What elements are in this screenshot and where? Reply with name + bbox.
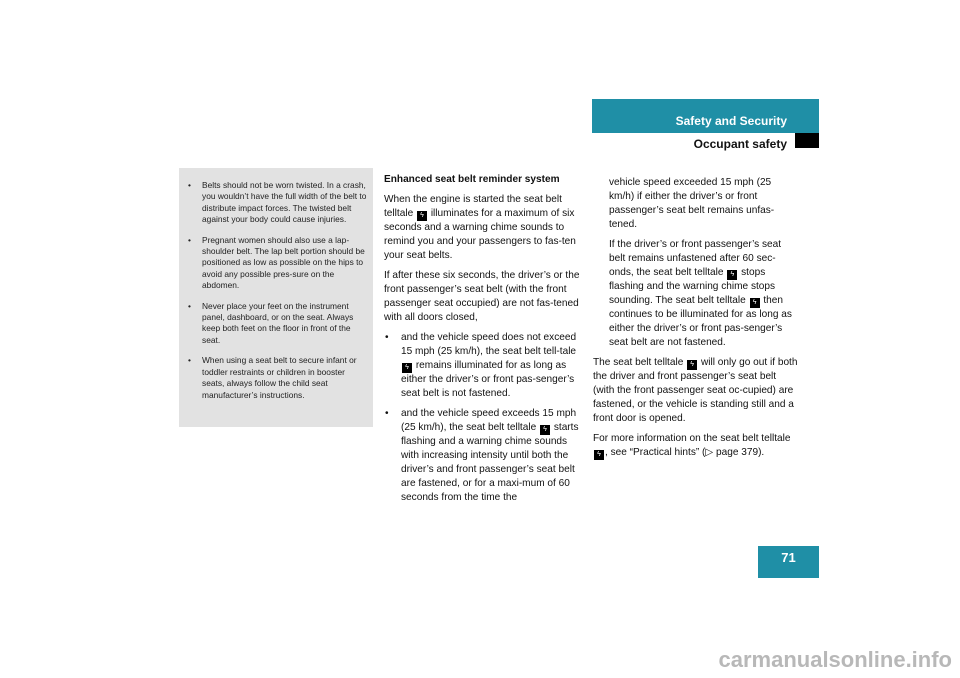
seatbelt-telltale-icon: ϟ	[750, 298, 760, 308]
seatbelt-telltale-icon: ϟ	[417, 211, 427, 221]
warning-item: • Belts should not be worn twisted. In a crash, you wouldn’t have the full width of the belt to distribute impact forces. The twisted belt against your body could cause injuries.	[188, 180, 369, 226]
warning-box	[179, 168, 373, 427]
section-header-bar	[592, 99, 819, 133]
paragraph: vehicle speed exceeded 15 mph (25 km/h) if either the driver’s or front passenger’s seat belt remains unfas-tened.	[609, 177, 775, 230]
list-item: • and the vehicle speed exceeds 15 mph (25 km/h), the seat belt telltale ϟ starts flashing and a warning chime sounds with increasing intensity until both the driver’s and front passenger’s seat belt are fastened, or for a maxi-mum of 60 seconds from the time the	[384, 407, 583, 505]
section-heading: Enhanced seat belt reminder system	[384, 174, 560, 185]
section-title: Safety and Security	[675, 114, 787, 128]
paragraph: If the driver’s or front passenger’s seat belt remains unfastened after 60 sec-onds, the seat belt telltale ϟ stops flashing and the warning chime stops sounding. The seat belt telltale ϟ then continues to be illuminated for as long as either the driver’s or front pas-senger’s seat belt are not fastened.	[609, 239, 792, 348]
watermark: carmanualsonline.info	[718, 647, 952, 672]
page-reference-link[interactable]: , see “Practical hints” (▷ page 379).	[605, 447, 765, 458]
seatbelt-telltale-icon: ϟ	[594, 450, 604, 460]
paragraph: If after these six seconds, the driver’s or the front passenger’s seat belt (with the front passenger seat occupied) are not fas-tened with all doors closed,	[384, 270, 580, 323]
subsection-title: Occupant safety	[693, 137, 787, 151]
text-column-2	[593, 176, 798, 466]
paragraph: When the engine is started the seat belt telltale ϟ illuminates for a maximum of six seconds and a warning chime sounds to remind you and your passengers to fas-ten your seat belts.	[384, 194, 576, 261]
subsection-header	[592, 133, 787, 152]
header-tab-marker	[795, 133, 819, 148]
warning-item: • Never place your feet on the instrument panel, dashboard, or on the seat. Always keep both feet on the floor in front of the seat.	[188, 301, 369, 347]
page-number-box	[758, 546, 819, 578]
list-item: • and the vehicle speed does not exceed 15 mph (25 km/h), the seat belt tell-tale ϟ remains illuminated for as long as either the driver’s or front pas-senger’s seat belt is not fastened.	[384, 331, 583, 401]
seatbelt-telltale-icon: ϟ	[727, 270, 737, 280]
seatbelt-telltale-icon: ϟ	[687, 360, 697, 370]
paragraph: For more information on the seat belt telltale ϟ , see “Practical hints” (▷ page 379).	[593, 433, 791, 458]
seatbelt-telltale-icon: ϟ	[402, 363, 412, 373]
seatbelt-telltale-icon: ϟ	[540, 425, 550, 435]
text-column-1	[384, 173, 583, 511]
warning-item: • When using a seat belt to secure infant or toddler restraints or children in booster seats, always follow the child seat manufacturer’s instructions.	[188, 355, 369, 401]
page-number: 71	[781, 550, 796, 565]
paragraph: The seat belt telltale ϟ will only go out if both the driver and front passenger’s seat belt (with the front passenger seat oc-cupied) are fastened, or the vehicle is standing still and a front door is opened.	[593, 357, 798, 424]
warning-item: • Pregnant women should also use a lap-shoulder belt. The lap belt portion should be positioned as low as possible on the hips to avoid any possible pres-sure on the abdomen.	[188, 235, 369, 292]
